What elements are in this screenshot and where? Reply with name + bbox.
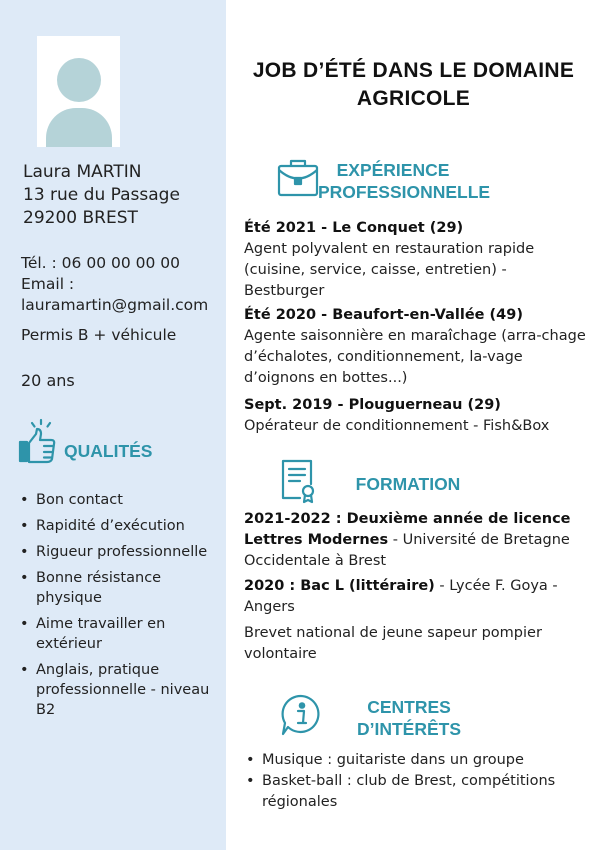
page-title-line-2: AGRICOLE bbox=[356, 87, 471, 110]
education-text: Brevet national de jeune sapeur pompier volontaire bbox=[244, 625, 542, 662]
experience-title bbox=[318, 159, 491, 203]
experience-title-line-2: PROFESSIONNELLE bbox=[318, 182, 491, 202]
age: 20 ans bbox=[21, 371, 75, 390]
education-item bbox=[244, 576, 589, 618]
page-title-line-1: JOB D’ÉTÉ DANS LE DOMAINE bbox=[252, 59, 575, 82]
experience-heading: Sept. 2019 - Plouguerneau (29) bbox=[244, 397, 501, 413]
candidate-name: Laura MARTIN bbox=[23, 162, 142, 182]
interests-title-line-1: CENTRES bbox=[367, 697, 451, 717]
experience-heading: Été 2021 - Le Conquet (29) bbox=[244, 220, 464, 236]
interests-title bbox=[335, 696, 483, 740]
education-heading: 2021-2022 : Deuxième année de licence Lettres Modernes bbox=[244, 511, 571, 548]
education-item bbox=[244, 509, 589, 572]
qualities-title: QUALITÉS bbox=[64, 441, 153, 461]
info-icon bbox=[279, 693, 323, 737]
address-line-2: 29200 BREST bbox=[23, 208, 138, 228]
page-title bbox=[236, 57, 591, 113]
contact-name-address bbox=[23, 161, 180, 230]
qualities-list bbox=[20, 490, 220, 726]
address-line-1: 13 rue du Passage bbox=[23, 185, 180, 205]
education-text: - Université de Bretagne Occidentale à Brest bbox=[244, 532, 570, 569]
list-item: • Rapidité d’exécution bbox=[20, 516, 220, 536]
experience-item bbox=[244, 395, 589, 437]
experience-text: Agente saisonnière en maraîchage (arra-chage d’échalotes, conditionnement, la-vage d’oignons en bottes...) bbox=[244, 328, 586, 386]
experience-item bbox=[244, 218, 589, 302]
briefcase-icon bbox=[276, 157, 320, 199]
avatar-shoulders bbox=[46, 108, 112, 147]
experience-text: Agent polyvalent en restauration rapide (cuisine, service, caisse, entretien) - Bestburger bbox=[244, 241, 535, 299]
list-item: • Rigueur professionnelle bbox=[20, 542, 220, 562]
experience-title-line-1: EXPÉRIENCE bbox=[336, 160, 450, 180]
list-item: • Musique : guitariste dans un groupe bbox=[244, 750, 589, 771]
experience-text: Opérateur de conditionnement - Fish&Box bbox=[244, 418, 550, 434]
email-label: Email : bbox=[21, 275, 75, 293]
interests-list bbox=[244, 750, 589, 813]
profile-photo-placeholder bbox=[37, 36, 120, 147]
driving-license: Permis B + véhicule bbox=[21, 326, 177, 344]
list-item: • Basket-ball : club de Brest, compétitions régionales bbox=[244, 771, 589, 813]
education-text: - Lycée F. Goya - Angers bbox=[244, 578, 558, 615]
experience-item bbox=[244, 305, 589, 389]
formation-title: FORMATION bbox=[355, 474, 461, 494]
education-item bbox=[244, 623, 589, 665]
list-item: • Anglais, pratique professionnelle - niveau B2 bbox=[20, 660, 220, 720]
interests-title-line-2: D’INTÉRÊTS bbox=[356, 719, 462, 739]
thumbs-up-icon bbox=[17, 418, 59, 466]
education-heading: 2020 : Bac L (littéraire) bbox=[244, 578, 435, 594]
experience-heading: Été 2020 - Beaufort-en-Vallée (49) bbox=[244, 307, 523, 323]
diploma-icon bbox=[280, 458, 318, 504]
avatar-head bbox=[57, 58, 101, 102]
list-item: • Bon contact bbox=[20, 490, 220, 510]
list-item: • Bonne résistance physique bbox=[20, 568, 220, 608]
email: lauramartin@gmail.com bbox=[21, 296, 209, 314]
list-item: • Aime travailler en extérieur bbox=[20, 614, 220, 654]
phone: Tél. : 06 00 00 00 00 bbox=[21, 254, 181, 272]
